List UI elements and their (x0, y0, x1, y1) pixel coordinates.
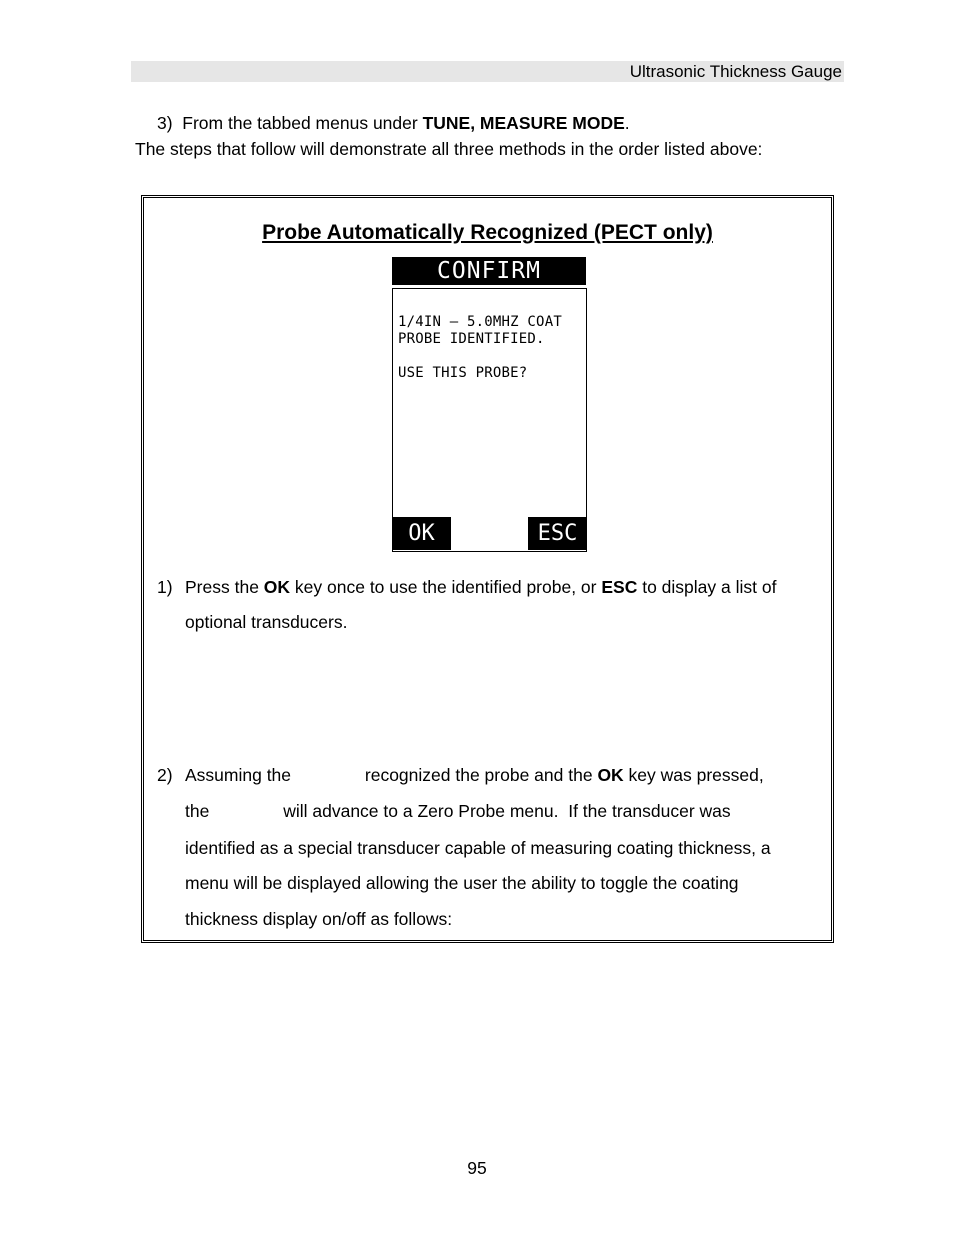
intro-item-3-prefix: 3) From the tabbed menus under (157, 113, 423, 133)
step-2-number: 2) (157, 765, 173, 785)
step-2-line-1 (185, 764, 764, 786)
ok-softkey[interactable]: OK (392, 517, 451, 550)
esc-softkey[interactable]: ESC (528, 517, 587, 550)
step-2-line-2 (185, 800, 731, 822)
screen-line-prompt: USE THIS PROBE? (398, 365, 528, 381)
procedure-box (141, 195, 834, 943)
running-header-title: Ultrasonic Thickness Gauge (629, 62, 842, 81)
step-2-text-a: Assuming the (185, 765, 296, 785)
step-2-text-d: key was pressed, (623, 765, 764, 785)
step-1-text-a: Press the (185, 577, 264, 597)
screen-line-probe: 1/4IN – 5.0MHZ COAT (398, 314, 562, 330)
screen-line-identified: PROBE IDENTIFIED. (398, 331, 545, 347)
step-2-line-5: thickness display on/off as follows: (185, 909, 453, 929)
running-header-bar (131, 61, 844, 82)
step-2-ok-key: OK (597, 765, 624, 785)
page-number: 95 (467, 1158, 487, 1178)
step-2-text-the: the (185, 801, 215, 821)
box-title: Probe Automatically Recognized (PECT only) (262, 221, 713, 244)
step-1-ok-key: OK (263, 577, 291, 597)
step-1-text-c: key once to use the identified probe, or (290, 577, 602, 597)
step-2-text-advance: will advance to a Zero Probe menu. If the transducer was (283, 801, 731, 821)
intro-item-3-menu: TUNE, MEASURE MODE (422, 113, 625, 133)
intro-steps-text: The steps that follow will demonstrate all three methods in the order listed above: (135, 139, 763, 159)
step-1-esc-key: ESC (601, 577, 638, 597)
screen-title-bar: CONFIRM (392, 257, 586, 285)
step-2-text-b: recognized the probe and the (364, 765, 598, 785)
step-1-line-1 (185, 576, 776, 598)
step-2-line-4: menu will be displayed allowing the user the ability to toggle the coating (185, 873, 739, 893)
step-2-line-3: identified as a special transducer capable of measuring coating thickness, a (185, 838, 771, 858)
step-1-number: 1) (157, 577, 173, 597)
intro-item-3-suffix: . (624, 113, 630, 133)
gauge-screen (392, 288, 587, 552)
step-1-text-e: to display a list of (637, 577, 777, 597)
step-1-line-2: optional transducers. (185, 612, 348, 632)
intro-item-3 (157, 112, 630, 134)
